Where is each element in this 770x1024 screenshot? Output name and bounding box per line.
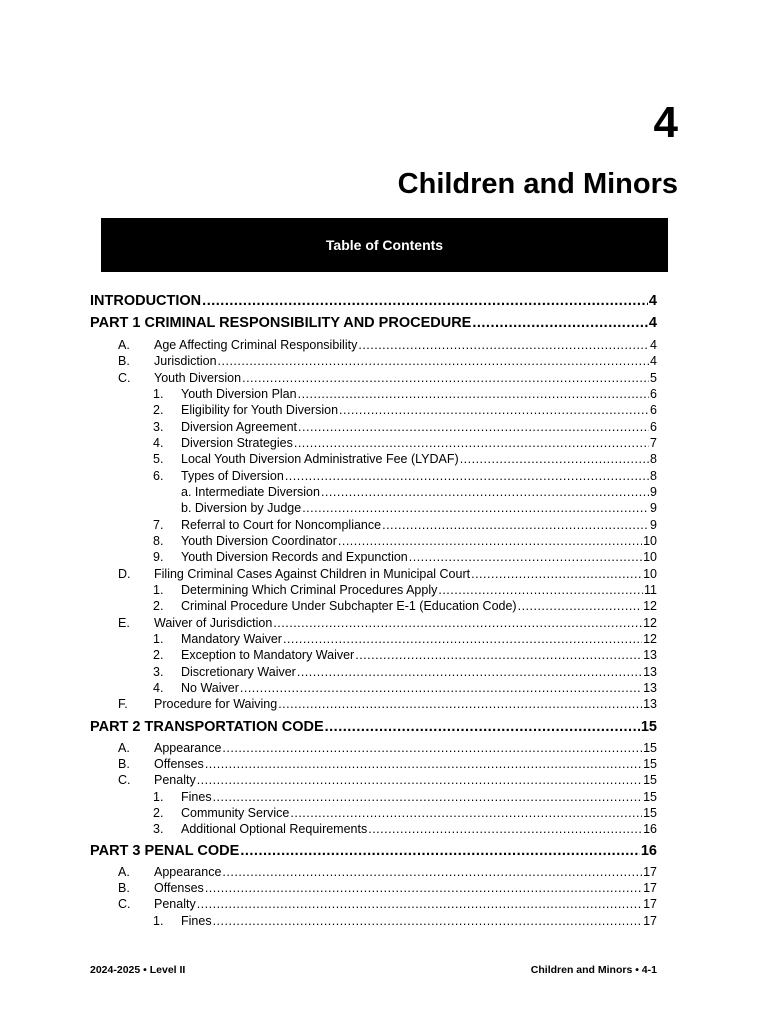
toc-entry-title: Eligibility for Youth Diversion <box>181 403 339 417</box>
toc-entry-page-number: 10 <box>643 550 657 564</box>
toc-dot-leader <box>368 822 642 836</box>
toc-dot-leader <box>298 387 649 401</box>
toc-entry[interactable] <box>181 501 657 515</box>
toc-dot-leader <box>438 583 643 597</box>
toc-header-label: Table of Contents <box>325 237 444 253</box>
toc-entry-page-number: 15 <box>640 719 657 735</box>
toc-entry-title: b. Diversion by Judge <box>181 501 302 515</box>
toc-dot-leader <box>460 452 649 466</box>
toc-entry-title: Offenses <box>154 757 204 771</box>
toc-entry-label: 1. <box>153 914 164 928</box>
toc-entry[interactable] <box>118 757 657 771</box>
toc-dot-leader <box>338 534 642 548</box>
toc-entry-title: Youth Diversion <box>154 371 242 385</box>
toc-dot-leader <box>294 436 649 450</box>
toc-entry[interactable] <box>90 843 657 859</box>
toc-entry-label: 2. <box>153 599 164 613</box>
toc-dot-leader <box>283 632 642 646</box>
toc-entry-title: Penalty <box>154 773 196 787</box>
toc-entry[interactable] <box>118 773 657 787</box>
toc-entry-label: 4. <box>153 681 164 695</box>
toc-entry-label: B. <box>118 354 130 368</box>
toc-entry-label: F. <box>118 697 128 711</box>
toc-entry-page-number: 15 <box>643 757 657 771</box>
toc-entry-page-number: 4 <box>650 354 657 368</box>
toc-entry[interactable] <box>153 534 657 548</box>
toc-entry-page-number: 9 <box>650 518 657 532</box>
toc-entry-label: 3. <box>153 822 164 836</box>
toc-entry[interactable] <box>153 681 657 695</box>
toc-dot-leader <box>202 293 648 309</box>
toc-dot-leader <box>355 648 642 662</box>
toc-entry-page-number: 17 <box>643 897 657 911</box>
toc-entry-page-number: 13 <box>643 665 657 679</box>
toc-entry-page-number: 11 <box>644 583 657 597</box>
toc-entry-title: Diversion Agreement <box>181 420 298 434</box>
toc-entry[interactable] <box>153 648 657 662</box>
toc-entry-page-number: 4 <box>648 293 657 309</box>
toc-entry-page-number: 6 <box>650 420 657 434</box>
toc-entry-title: Procedure for Waiving <box>154 697 278 711</box>
footer-page-label: Children and Minors • 4-1 <box>530 964 657 976</box>
toc-dot-leader <box>321 485 649 499</box>
toc-entry-title: Fines <box>181 790 212 804</box>
toc-entry[interactable] <box>153 518 657 532</box>
toc-entry[interactable] <box>153 420 657 434</box>
toc-entry-title: Youth Diversion Plan <box>181 387 297 401</box>
toc-entry[interactable] <box>90 315 657 331</box>
toc-dot-leader <box>197 773 642 787</box>
toc-entry[interactable] <box>118 616 657 630</box>
toc-dot-leader <box>302 501 649 515</box>
toc-entry-label: B. <box>118 757 130 771</box>
toc-entry-title: Offenses <box>154 881 204 895</box>
toc-entry[interactable] <box>118 741 657 755</box>
toc-entry-page-number: 13 <box>643 648 657 662</box>
toc-entry-page-number: 10 <box>643 534 657 548</box>
toc-dot-leader <box>213 790 643 804</box>
toc-entry[interactable] <box>118 567 657 581</box>
toc-dot-leader <box>471 567 642 581</box>
toc-dot-leader <box>197 897 642 911</box>
toc-entry[interactable] <box>153 822 657 836</box>
toc-entry-label: 3. <box>153 420 164 434</box>
toc-entry[interactable] <box>153 550 657 564</box>
toc-entry-title: Youth Diversion Records and Expunction <box>181 550 408 564</box>
toc-entry-title: No Waiver <box>181 681 239 695</box>
toc-dot-leader <box>205 757 642 771</box>
toc-dot-leader <box>242 371 649 385</box>
toc-entry-page-number: 13 <box>643 681 657 695</box>
toc-entry[interactable] <box>153 436 657 450</box>
toc-entry-page-number: 15 <box>643 790 657 804</box>
toc-entry-page-number: 16 <box>640 843 657 859</box>
toc-entry-title: Community Service <box>181 806 290 820</box>
toc-dot-leader <box>285 469 649 483</box>
toc-entry-title: PART 2 TRANSPORTATION CODE <box>90 719 324 735</box>
toc-entry[interactable] <box>153 452 657 466</box>
toc-entry-page-number: 15 <box>643 773 657 787</box>
chapter-title: Children and Minors <box>397 168 678 200</box>
toc-entry[interactable] <box>181 485 657 499</box>
toc-entry-label: 9. <box>153 550 164 564</box>
toc-dot-leader <box>298 420 649 434</box>
toc-entry-page-number: 15 <box>643 806 657 820</box>
toc-entry[interactable] <box>118 881 657 895</box>
toc-entry-title: Types of Diversion <box>181 469 284 483</box>
toc-dot-leader <box>339 403 649 417</box>
toc-dot-leader <box>240 681 642 695</box>
toc-entry-title: Additional Optional Requirements <box>181 822 368 836</box>
toc-entry[interactable] <box>153 632 657 646</box>
toc-entry-page-number: 12 <box>643 616 657 630</box>
toc-dot-leader <box>382 518 649 532</box>
toc-entry-title: Fines <box>181 914 212 928</box>
toc-entry-page-number: 15 <box>643 741 657 755</box>
toc-dot-leader <box>472 315 648 331</box>
toc-entry-page-number: 12 <box>643 632 657 646</box>
toc-entry-page-number: 4 <box>648 315 657 331</box>
toc-dot-leader <box>240 843 640 859</box>
toc-entry-page-number: 17 <box>643 914 657 928</box>
toc-entry-page-number: 6 <box>650 387 657 401</box>
toc-entry[interactable] <box>118 697 657 711</box>
toc-entry-label: B. <box>118 881 130 895</box>
toc-entry-title: PART 3 PENAL CODE <box>90 843 240 859</box>
toc-entry-title: Diversion Strategies <box>181 436 293 450</box>
toc-entry-label: 8. <box>153 534 164 548</box>
toc-entry-page-number: 10 <box>643 567 657 581</box>
toc-entry[interactable] <box>153 387 657 401</box>
toc-dot-leader <box>290 806 642 820</box>
toc-entry-label: 2. <box>153 403 164 417</box>
toc-entry-page-number: 7 <box>650 436 657 450</box>
toc-entry-title: a. Intermediate Diversion <box>181 485 320 499</box>
toc-entry-label: 4. <box>153 436 164 450</box>
toc-entry-label: A. <box>118 338 130 352</box>
toc-entry-page-number: 6 <box>650 403 657 417</box>
toc-entry-label: 6. <box>153 469 164 483</box>
toc-entry-title: Discretionary Waiver <box>181 665 296 679</box>
toc-entry[interactable] <box>153 806 657 820</box>
toc-entry-label: D. <box>118 567 131 581</box>
toc-dot-leader <box>358 338 649 352</box>
toc-entry-label: 1. <box>153 632 164 646</box>
toc-entry[interactable] <box>118 897 657 911</box>
toc-entry-label: 7. <box>153 518 164 532</box>
toc-entry-page-number: 4 <box>650 338 657 352</box>
toc-dot-leader <box>297 665 642 679</box>
toc-entry-title: Waiver of Jurisdiction <box>154 616 273 630</box>
toc-entry-page-number: 9 <box>650 501 657 515</box>
chapter-number: 4 <box>653 98 678 147</box>
toc-entry[interactable] <box>153 790 657 804</box>
toc-entry-label: C. <box>118 897 131 911</box>
toc-entry-label: 2. <box>153 648 164 662</box>
toc-entry-label: 5. <box>153 452 164 466</box>
toc-entry-label: A. <box>118 741 130 755</box>
toc-entry-page-number: 13 <box>643 697 657 711</box>
toc-entry-title: Mandatory Waiver <box>181 632 282 646</box>
toc-header <box>101 218 668 272</box>
toc-dot-leader <box>409 550 642 564</box>
toc-entry[interactable] <box>153 599 657 613</box>
toc-entry-label: C. <box>118 773 131 787</box>
toc-entry-title: Youth Diversion Coordinator <box>181 534 337 548</box>
toc-entry-title: PART 1 CRIMINAL RESPONSIBILITY AND PROCEDURE <box>90 315 472 331</box>
toc-entry-label: C. <box>118 371 131 385</box>
toc-entry-page-number: 17 <box>643 881 657 895</box>
toc-entry[interactable] <box>118 371 657 385</box>
toc-dot-leader <box>325 719 640 735</box>
toc-entry[interactable] <box>153 469 657 483</box>
toc-entry-title: Age Affecting Criminal Responsibility <box>154 338 358 352</box>
toc-entry-title: Exception to Mandatory Waiver <box>181 648 355 662</box>
toc-entry-label: 1. <box>153 790 164 804</box>
toc-entry[interactable] <box>153 583 657 597</box>
toc-dot-leader <box>222 865 642 879</box>
toc-dot-leader <box>273 616 642 630</box>
toc-entry-title: Jurisdiction <box>154 354 217 368</box>
toc-entry-title: Criminal Procedure Under Subchapter E-1 (Education Code) <box>181 599 517 613</box>
toc-entry[interactable] <box>153 665 657 679</box>
toc-dot-leader <box>518 599 643 613</box>
toc-dot-leader <box>205 881 642 895</box>
toc-entry-title: Appearance <box>154 741 222 755</box>
toc-entry[interactable] <box>153 403 657 417</box>
toc-entry[interactable] <box>90 719 657 735</box>
toc-entry-title: Referral to Court for Noncompliance <box>181 518 382 532</box>
toc-entry-label: 1. <box>153 387 164 401</box>
footer-edition: 2024-2025 • Level II <box>90 964 186 976</box>
toc-entry-label: E. <box>118 616 130 630</box>
toc-entry[interactable] <box>118 865 657 879</box>
toc-entry-page-number: 8 <box>650 452 657 466</box>
toc-entry-title: Local Youth Diversion Administrative Fee (LYDAF) <box>181 452 459 466</box>
toc-dot-leader <box>218 354 650 368</box>
toc-entry-page-number: 9 <box>650 485 657 499</box>
toc-entry-label: 3. <box>153 665 164 679</box>
toc-entry-title: Penalty <box>154 897 196 911</box>
toc-entry-label: 1. <box>153 583 164 597</box>
toc-entry-label: 2. <box>153 806 164 820</box>
toc-entry-page-number: 8 <box>650 469 657 483</box>
toc-entry-page-number: 16 <box>643 822 657 836</box>
toc-entry-page-number: 12 <box>643 599 657 613</box>
toc-entry-title: Determining Which Criminal Procedures Apply <box>181 583 438 597</box>
toc-entry[interactable] <box>90 293 657 309</box>
toc-entry-title: INTRODUCTION <box>90 293 202 309</box>
toc-entry-page-number: 5 <box>650 371 657 385</box>
toc-entry-title: Filing Criminal Cases Against Children in Municipal Court <box>154 567 471 581</box>
toc-entry-title: Appearance <box>154 865 222 879</box>
toc-dot-leader <box>222 741 642 755</box>
toc-entry-label: A. <box>118 865 130 879</box>
toc-entry[interactable] <box>153 914 657 928</box>
toc-entry-page-number: 17 <box>643 865 657 879</box>
toc-entry[interactable] <box>118 354 657 368</box>
toc-dot-leader <box>213 914 643 928</box>
toc-entry[interactable] <box>118 338 657 352</box>
toc-dot-leader <box>278 697 642 711</box>
